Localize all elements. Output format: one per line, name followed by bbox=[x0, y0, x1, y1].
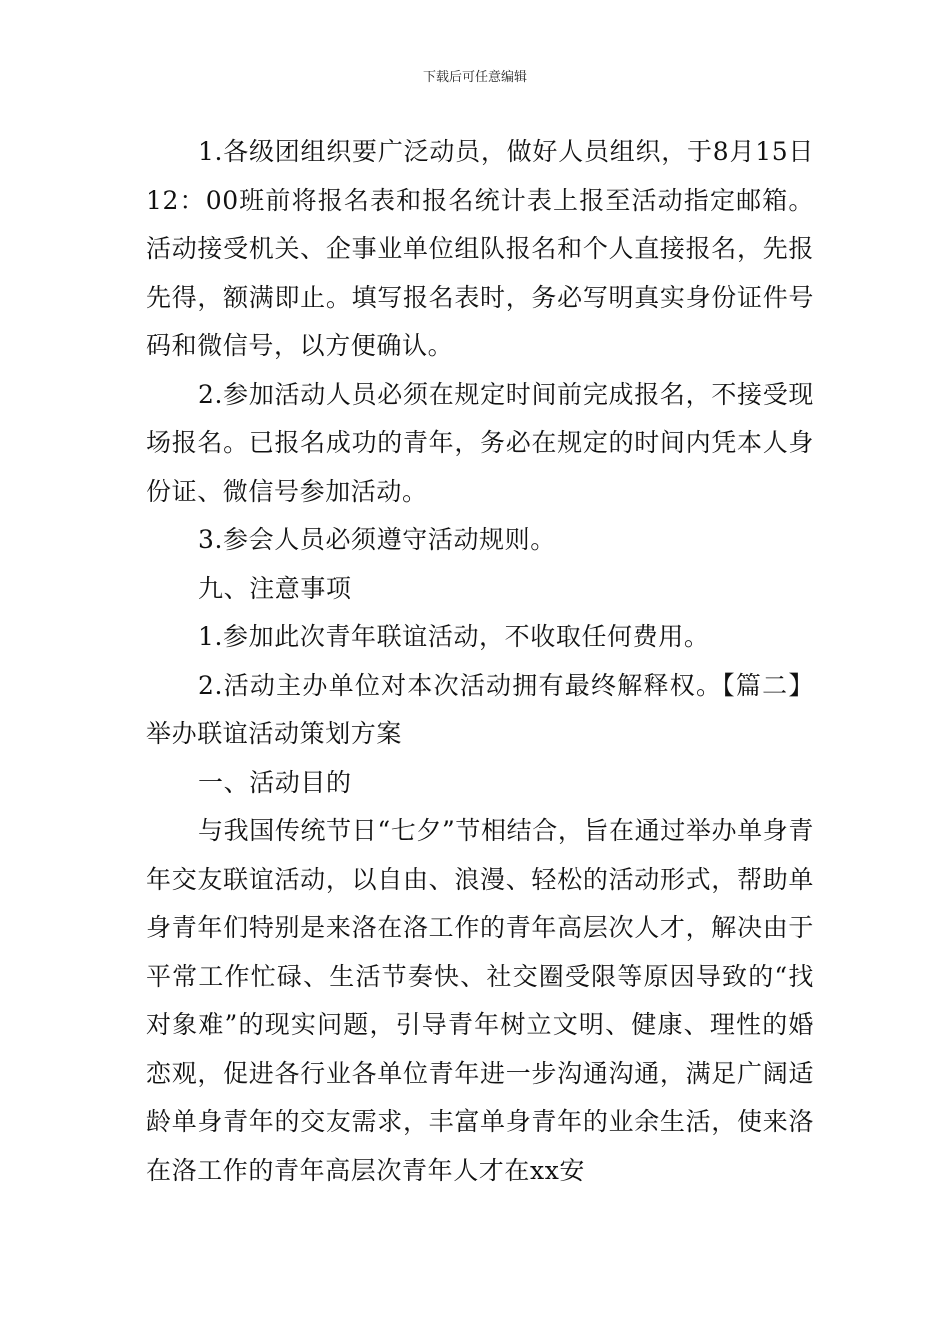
document-body bbox=[146, 128, 814, 1195]
paragraph-activity-purpose: 与我国传统节日“七夕”节相结合，旨在通过举办单身青年交友联谊活动，以自由、浪漫、轻松的活动形式，帮助单身青年们特别是来洛在洛工作的青年高层次人才，解决由于平常工作忙碌、生活节奏快、社交圈受限等原因导致的“找对象难”的现实问题，引导青年树立文明、健康、理性的婚恋观，促进各行业各单位青年进一步沟通沟通，满足广阔适龄单身青年的交友需求，丰富单身青年的业余生活，使来洛在洛工作的青年高层次青年人才在xx安 bbox=[146, 816, 814, 1185]
page-header-note: 下载后可任意编辑 bbox=[422, 70, 527, 85]
section-heading-notes: 九、注意事项 bbox=[198, 573, 352, 603]
paragraph-no-fee: 1.参加此次青年联谊活动，不收取任何费用。 bbox=[198, 622, 710, 651]
paragraph-registration-deadline: 2.参加活动人员必须在规定时间前完成报名，不接受现场报名。已报名成功的青年，务必在规定的时间内凭本人身份证、微信号参加活动。 bbox=[146, 379, 814, 506]
section-heading-purpose: 一、活动目的 bbox=[198, 767, 352, 797]
paragraph-activity-rules: 3.参会人员必须遵守活动规则。 bbox=[198, 525, 556, 554]
paragraph-interpretation-right: 2.活动主办单位对本次活动拥有最终解释权。【篇二】举办联谊活动策划方案 bbox=[146, 670, 814, 748]
paragraph-registration-process: 1.各级团组织要广泛动员，做好人员组织，于8月15日12：00班前将报名表和报名统计表上报至活动指定邮箱。活动接受机关、企事业单位组队报名和个人直接报名，先报先得，额满即止。填写报名表时，务必写明真实身份证件号码和微信号，以方便确认。 bbox=[146, 137, 814, 360]
